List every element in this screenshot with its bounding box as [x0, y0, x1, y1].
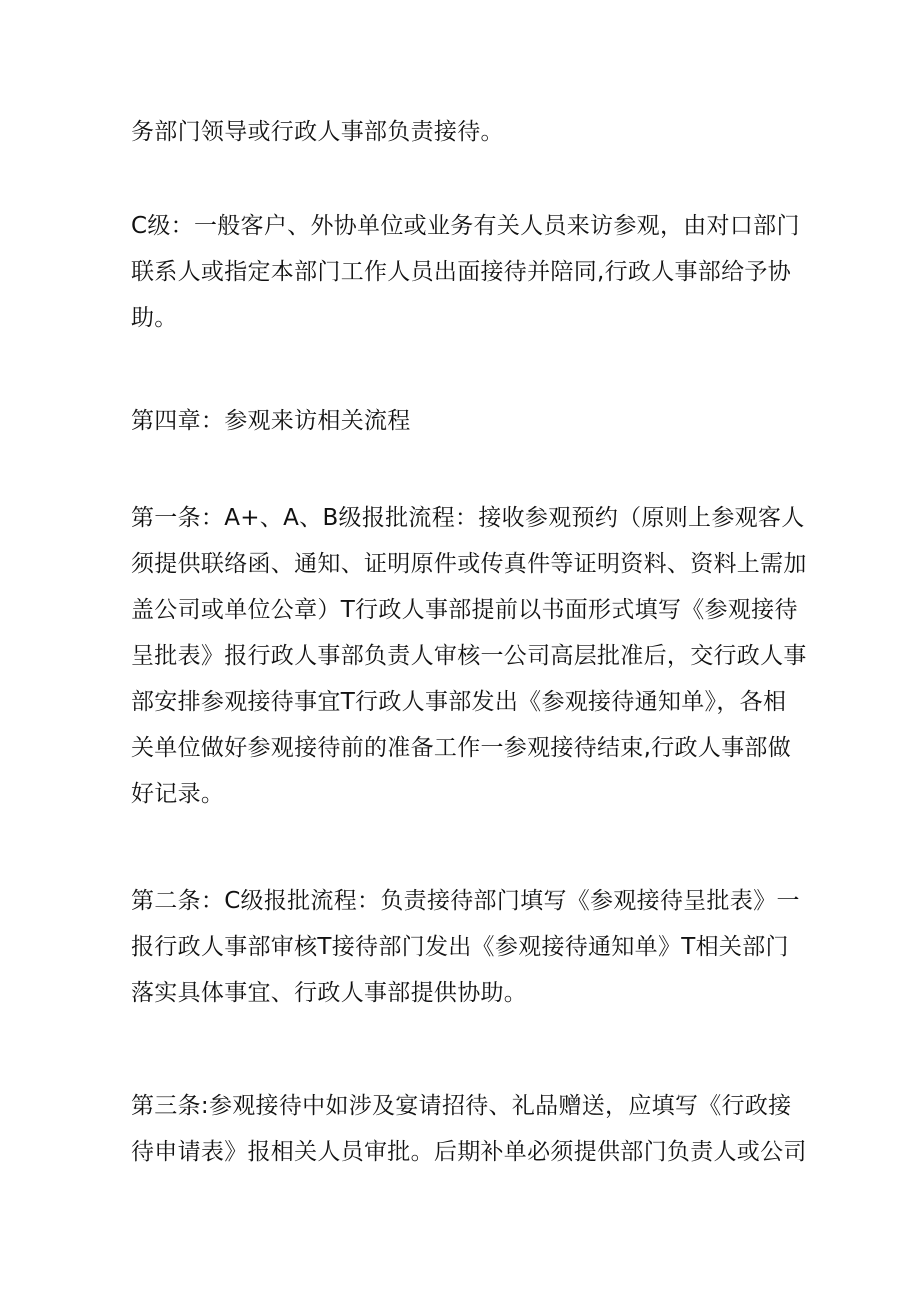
text-line: 待申请表》报相关人员审批。后期补单必须提供部门负责人或公司 — [131, 1139, 807, 1165]
chapter-heading — [131, 398, 799, 444]
text-line: 落实具体事宜、行政人事部提供协助。 — [131, 980, 528, 1006]
paragraph-level-c — [131, 203, 799, 341]
text-line: 关单位做好参观接待前的准备工作一参观接待结束,行政人事部做 — [131, 735, 792, 761]
article-two — [131, 878, 799, 1016]
text-line: 助。 — [131, 305, 178, 331]
text-line: 报行政人事部审核T接待部门发出《参观接待通知单》T相关部门 — [131, 934, 789, 960]
text-line: 联系人或指定本部门工作人员出面接待并陪同,行政人事部给予协 — [131, 259, 792, 285]
text-line: 第四章：参观来访相关流程 — [131, 408, 411, 434]
text-line: 盖公司或单位公章）T行政人事部提前以书面形式填写《参观接待 — [131, 597, 798, 623]
text-line: 第二条：C级报批流程：负责接待部门填写《参观接待呈批表》一 — [131, 888, 800, 914]
article-three — [131, 1083, 807, 1175]
article-one — [131, 495, 807, 817]
text-line: 部安排参观接待事宜T行政人事部发出《参观接待通知单》，各相 — [131, 689, 787, 715]
text-line: 须提供联络函、通知、证明原件或传真件等证明资料、资料上需加 — [131, 551, 807, 577]
text-line: C级：一般客户、外协单位或业务有关人员来访参观，由对口部门 — [131, 213, 800, 239]
text-line: 第一条：A+、A、B级报批流程：接收参观预约（原则上参观客人 — [131, 505, 805, 531]
text-line: 好记录。 — [131, 781, 225, 807]
text-line: 务部门领导或行政人事部负责接待。 — [131, 119, 504, 145]
text-line: 呈批表》报行政人事部负责人审核一公司高层批准后，交行政人事 — [131, 643, 807, 669]
paragraph-reception-department — [131, 109, 799, 155]
text-line: 第三条:参观接待中如涉及宴请招待、礼品赠送，应填写《行政接 — [131, 1093, 792, 1119]
